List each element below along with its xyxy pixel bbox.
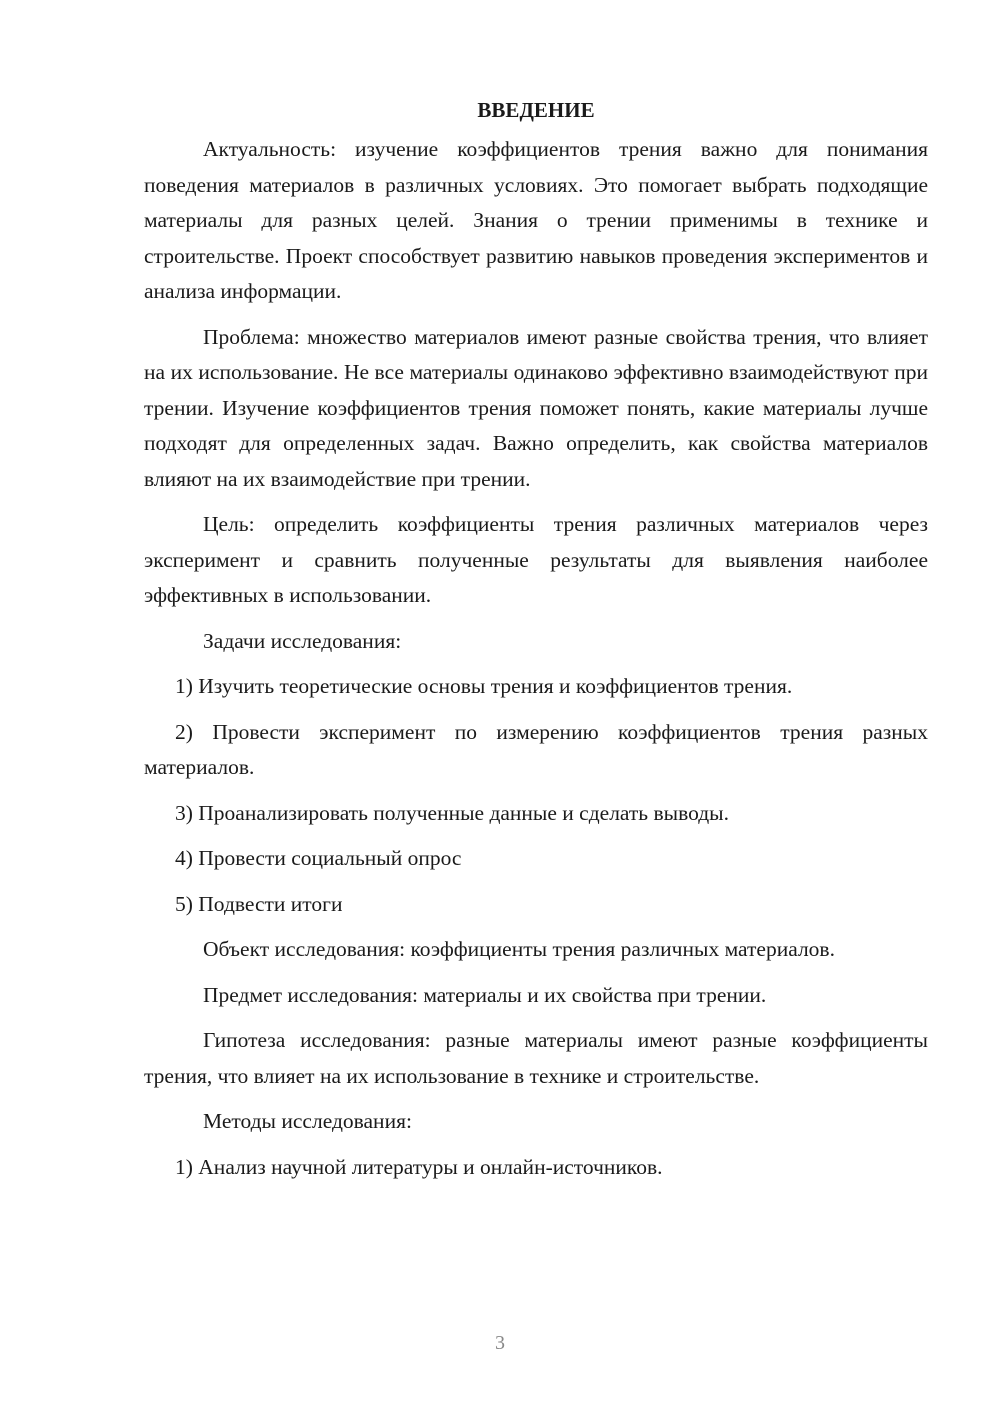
hypothesis-paragraph: Гипотеза исследования: разные материалы имеют разные коэффициенты трения, что влияет на их использование в технике и строительстве. <box>144 1028 928 1088</box>
problem-paragraph: Проблема: множество материалов имеют разные свойства трения, что влияет на их использование. Не все материалы одинаково эффективно взаимодействуют при трении. Изучение коэффициентов трения поможет понять, какие материалы лучше подходят для определенных задач. Важно определить, как свойства материалов влияют на их взаимодействие при трении. <box>144 324 928 491</box>
task-item: 2) Провести эксперимент по измерению коэффициентов трения разных материалов. <box>144 719 928 779</box>
method-item: 1) Анализ научной литературы и онлайн-источников. <box>175 1154 663 1179</box>
relevance-paragraph: Актуальность: изучение коэффициентов трения важно для понимания поведения материалов в различных условиях. Это помогает выбрать подходящие материалы для разных целей. Знания о трении применимы в технике и строительстве. Проект способствует развитию навыков проведения экспериментов и анализа информации. <box>144 137 928 303</box>
task-item: 3) Проанализировать полученные данные и сделать выводы. <box>175 800 729 825</box>
goal-paragraph: Цель: определить коэффициенты трения различных материалов через эксперимент и сравнить полученные результаты для выявления наиболее эффективных в использовании. <box>144 512 928 607</box>
subject-paragraph: Предмет исследования: материалы и их свойства при трении. <box>203 982 767 1007</box>
methods-heading: Методы исследования: <box>203 1109 412 1133</box>
task-item: 5) Подвести итоги <box>175 891 343 916</box>
task-item: 4) Провести социальный опрос <box>175 846 462 870</box>
object-paragraph: Объект исследования: коэффициенты трения различных материалов. <box>203 937 835 961</box>
tasks-heading: Задачи исследования: <box>203 628 402 653</box>
section-title: ВВЕДЕНИЕ <box>477 98 595 122</box>
page-number: 3 <box>495 1332 505 1354</box>
document-page <box>144 92 928 1195</box>
task-item: 1) Изучить теоретические основы трения и коэффициентов трения. <box>175 674 793 698</box>
